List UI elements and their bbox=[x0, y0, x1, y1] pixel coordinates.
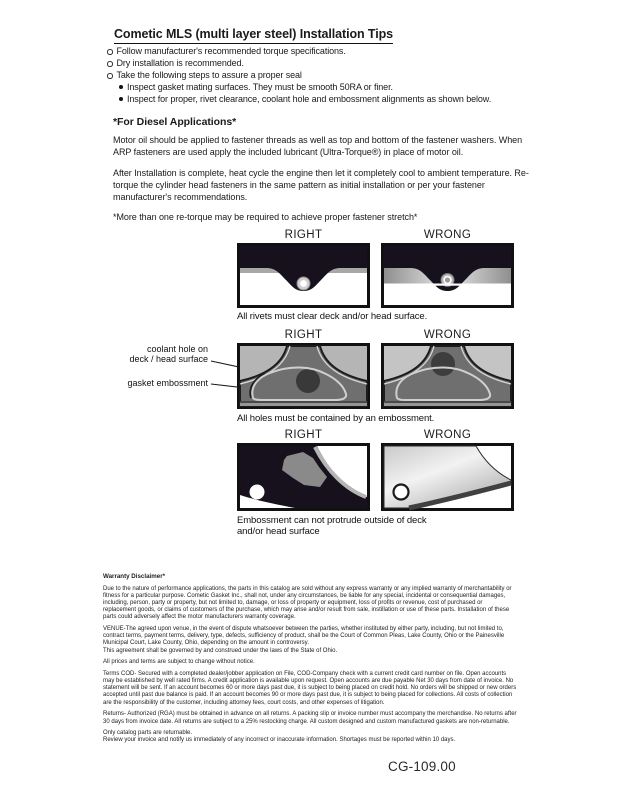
wrong-header: WRONG bbox=[423, 229, 472, 241]
open-bullet-icon bbox=[107, 49, 113, 55]
installation-tips-list bbox=[107, 45, 587, 105]
rivet-wrong-panel bbox=[381, 243, 514, 308]
filled-bullet-icon bbox=[119, 85, 123, 89]
legal-paragraph-prices: All prices and terms are subject to change without notice. bbox=[103, 659, 255, 666]
legal-heading: Warranty Disclaimer* bbox=[103, 573, 166, 580]
deck-surface-line bbox=[384, 284, 511, 286]
legal-paragraph-venue: VENUE-The agreed upon venue, in the event of dispute whatsoever between the parties, whether instituted by either party, including, but not limited to, contract terms, payment terms, delivery, type, defects, sufficiency of product, shall be the Court of Common Pleas, Lake County, Ohio or the Painesville Municipal Court, Lake County, Ohio, depending on the amount in controversy. bbox=[103, 626, 505, 647]
legal-paragraph-governing-law: This agreement shall be governed by and construed under the laws of the State of Ohio. bbox=[103, 647, 338, 654]
holes-caption: All holes must be contained by an embossment. bbox=[237, 413, 435, 424]
retorque-note: *More than one re-torque may be required to achieve proper fastener stretch* bbox=[113, 212, 418, 223]
bullet-text: Follow manufacturer's recommended torque specifications. bbox=[116, 46, 346, 56]
embossment-right-panel bbox=[237, 443, 370, 511]
diesel-applications-section bbox=[113, 116, 533, 232]
list-item bbox=[107, 57, 587, 69]
diesel-heading: *For Diesel Applications* bbox=[113, 116, 237, 128]
diesel-paragraph-2: After Installation is complete, heat cycle the engine then let it completely cool to ambient temperature. Re-torque the cylinder head fasteners in the same pattern as initial installation or per your fastener manufacturer's recommendations. bbox=[113, 167, 529, 203]
legal-paragraph-returns: Returns- Authorized (RGA) must be obtained in advance on all returns. A packing slip or invoice number must accompany the merchandise. No returns after 30 days from invoice date. All returns are subject to a 25% restocking charge. All custom designed and custom manufactured gaskets are non-returnable. bbox=[103, 711, 517, 725]
coolant-wrong-panel bbox=[381, 343, 514, 409]
legal-paragraph-terms: Terms COD- Secured with a completed dealer/jobber application on File, COD-Company check with a current credit card number on file. Open accounts may be established by well rated firms. A credit application is available upon request. Open accounts are due payable Net 30 days from date of invoice. No statement will be sent. If an account becomes 60 or more days past due, it is subject to being placed on credit hold. No orders will be shipped or new orders accepted until past due balance is paid. If an account becomes 90 or more days past due, it is subject to being placed for collections. All costs of collection are the responsibility of the customer, including attorney fees, court costs, and other expenses of litigation. bbox=[103, 671, 517, 706]
bolt-hole bbox=[394, 485, 409, 500]
coolant-hole-diagram-section bbox=[0, 329, 618, 429]
page-title: Cometic MLS (multi layer steel) Installation Tips bbox=[114, 27, 393, 44]
right-header: RIGHT bbox=[284, 229, 323, 241]
coolant-hole bbox=[296, 369, 320, 393]
embossment-diagram-section bbox=[0, 429, 618, 549]
coolant-hole-callout: coolant hole on deck / head surface bbox=[129, 344, 208, 364]
list-item bbox=[107, 45, 587, 57]
right-header: RIGHT bbox=[284, 329, 323, 341]
wrong-header: WRONG bbox=[423, 429, 472, 441]
bullet-text: Inspect gasket mating surfaces. They must be smooth 50RA or finer. bbox=[127, 82, 393, 92]
bullet-text: Dry installation is recommended. bbox=[116, 58, 244, 68]
diesel-paragraph-1: Motor oil should be applied to fastener threads as well as top and bottom of the fastener washers. When ARP fasteners are used apply the included lubricant (Ultra-Torque®) in place of motor oil. bbox=[113, 135, 523, 158]
gasket-embossment-callout: gasket embossment bbox=[127, 378, 208, 388]
right-header: RIGHT bbox=[284, 429, 323, 441]
bolt-hole bbox=[250, 485, 265, 500]
legal-paragraph-invoice: Review your invoice and notify us immediately of any incorrect or inaccurate information. Shortages must be reported within 10 days. bbox=[103, 737, 456, 744]
catalog-code: CG-109.00 bbox=[388, 759, 456, 774]
legal-paragraph-catalog: Only catalog parts are returnable. bbox=[103, 730, 193, 737]
open-bullet-icon bbox=[107, 61, 113, 67]
list-item bbox=[119, 81, 587, 93]
coolant-right-panel bbox=[237, 343, 370, 409]
bullet-text: Inspect for proper, rivet clearance, coolant hole and embossment alignments as shown below. bbox=[127, 94, 492, 104]
list-item bbox=[119, 93, 587, 105]
wrong-header: WRONG bbox=[423, 329, 472, 341]
embossment-caption: Embossment can not protrude outside of deck and/or head surface bbox=[237, 515, 427, 537]
rivet-right-panel bbox=[237, 243, 370, 308]
open-bullet-icon bbox=[107, 73, 113, 79]
legal-paragraph-warranty: Due to the nature of performance applications, the parts in this catalog are sold without any express warranty or any implied warranty of merchantability or fitness for a particular purpose. Cometic Gasket Inc., shall not, under any circumstances, be liable for any special, incidental or consequential damages, including, person, party or property, but not limited to, damage, or loss of property or equipment, loss of profits or revenue, cost of purchased or replacement goods, or claims of customers of the purchase, which may arise and/or result from sale, instillation or use of these parts. Installation of these parts could adversely affect the motor manufacturers warranty coverage. bbox=[103, 585, 512, 621]
rivet-caption: All rivets must clear deck and/or head surface. bbox=[237, 311, 428, 322]
list-item bbox=[107, 69, 587, 81]
coolant-hole bbox=[431, 352, 455, 376]
rivet-diagram-section bbox=[0, 229, 618, 329]
filled-bullet-icon bbox=[119, 97, 123, 101]
warranty-disclaimer-section bbox=[103, 573, 517, 749]
bullet-text: Take the following steps to assure a proper seal bbox=[116, 70, 302, 80]
embossment-wrong-panel bbox=[381, 443, 514, 511]
